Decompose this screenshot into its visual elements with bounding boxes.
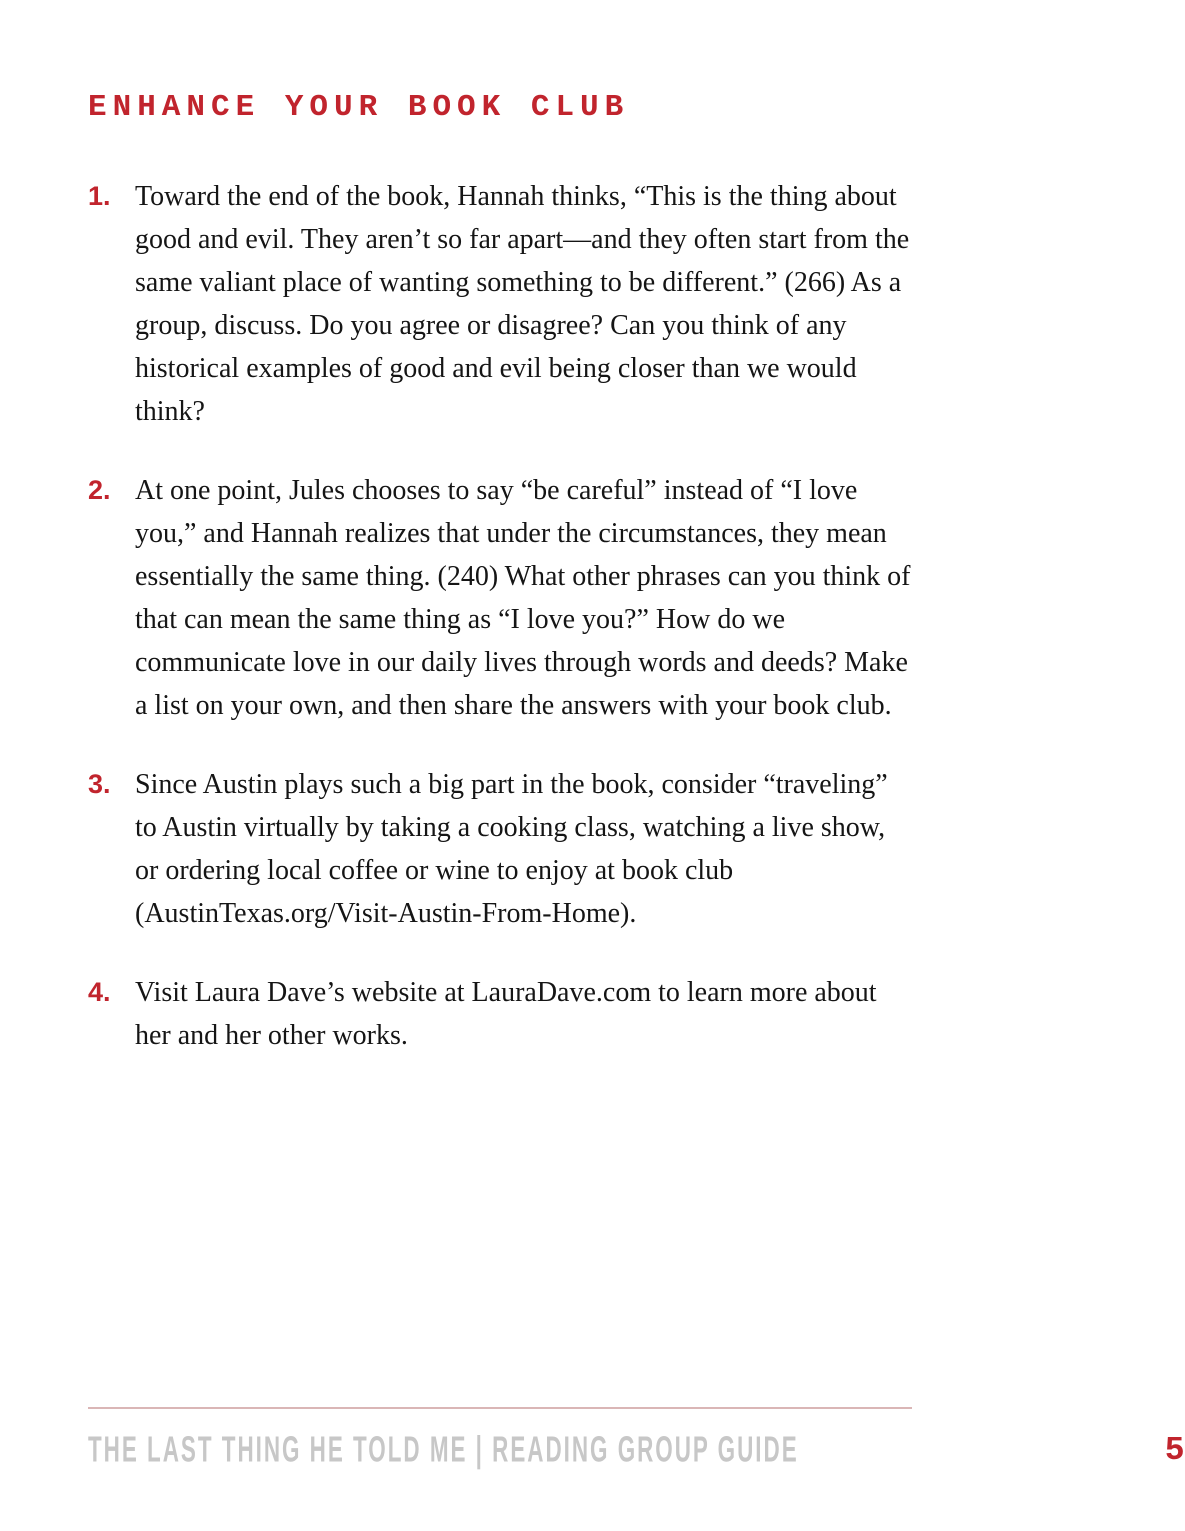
page-footer (88, 1407, 1185, 1470)
item-number: 2. (88, 475, 111, 505)
item-number: 3. (88, 769, 111, 799)
footer-row (88, 1430, 1185, 1470)
item-text: Since Austin plays such a big part in the book, consider “traveling” to Austin virtually by taking a cooking class, watching a live show, or ordering local coffee or wine to enjoy at book club (AustinTexas.org/Visit-Austin-From-Home). (135, 769, 888, 929)
item-text: Visit Laura Dave’s website at LauraDave.com to learn more about her and her other works. (135, 977, 877, 1051)
item-text: Toward the end of the book, Hannah thinks, “This is the thing about good and evil. They aren’t so far apart—and they often start from the same valiant place of wanting something to be different.” (266) As a group, discuss. Do you agree or disagree? Can you think of any historical examples of good and evil being closer than we would think? (135, 181, 910, 427)
footer-book-title: THE LAST THING HE TOLD ME | READING GROUP GUIDE (88, 1430, 799, 1470)
item-number: 1. (88, 181, 111, 211)
list-item (88, 971, 912, 1057)
list-item (88, 175, 912, 433)
page-number: 5 (1164, 1432, 1185, 1469)
section-heading: ENHANCE YOUR BOOK CLUB (88, 90, 630, 125)
list-item (88, 469, 912, 727)
footer-divider (88, 1407, 912, 1409)
item-text: At one point, Jules chooses to say “be careful” instead of “I love you,” and Hannah realizes that under the circumstances, they mean essentially the same thing. (240) What other phrases can you think of that can mean the same thing as “I love you?” How do we communicate love in our daily lives through words and deeds? Make a list on your own, and then share the answers with your book club. (135, 475, 911, 721)
list-item (88, 763, 912, 935)
item-number: 4. (88, 977, 111, 1007)
discussion-list (88, 175, 912, 1057)
